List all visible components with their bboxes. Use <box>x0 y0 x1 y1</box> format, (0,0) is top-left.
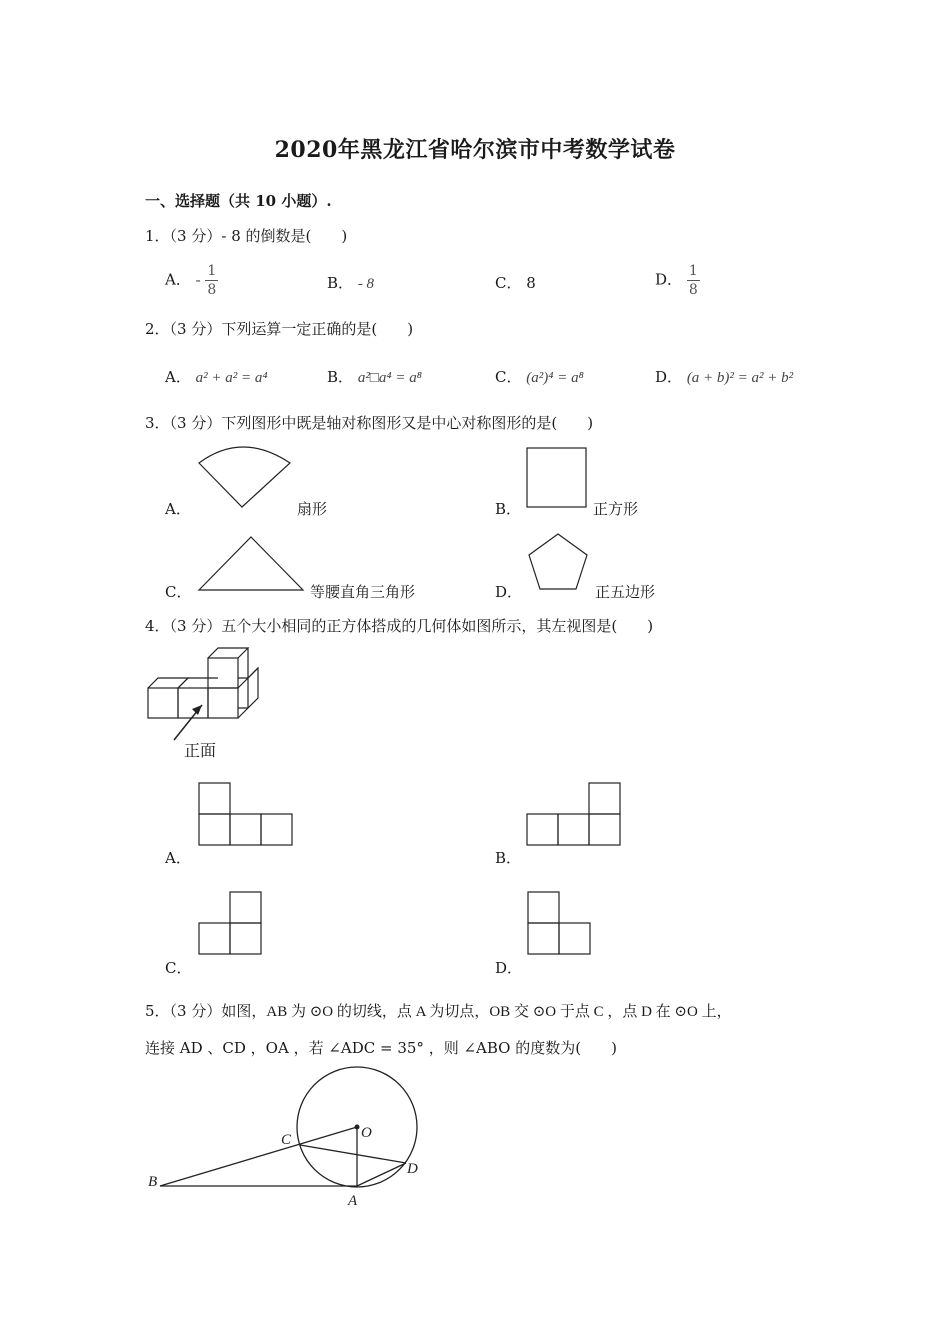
q4-b-view-figure <box>525 780 623 848</box>
q2-option-d <box>655 366 793 387</box>
isosceles-right-triangle-figure <box>197 535 307 593</box>
q1-stem: 1．（3 分）- 8 的倒数是( ) <box>145 227 348 245</box>
sector-figure <box>195 445 295 510</box>
q3-a-label: A． <box>165 500 191 518</box>
q1-b-label: B． <box>327 274 354 292</box>
q1-d-numerator: 1 <box>688 263 698 279</box>
point-d-label: D <box>407 1161 418 1177</box>
front-view-label: 正面 <box>184 741 217 760</box>
q1-option-a <box>165 262 218 299</box>
q3-a-name: 扇形 <box>297 500 328 518</box>
q3-c-name: 等腰直角三角形 <box>310 583 416 601</box>
q4-a-label: A． <box>165 849 191 867</box>
q4-c-label: C． <box>165 959 192 977</box>
q2-b-label: B． <box>327 368 354 386</box>
q5-line1-rest: AB 为 ⊙O 的切线，点 A 为切点，OB 交 ⊙O 于点 C ，点 D 在 ⊙O 上， <box>266 1004 732 1020</box>
point-o-label: O <box>361 1125 372 1141</box>
q2-c-label: C． <box>495 368 522 386</box>
q3-d-label: D． <box>495 583 523 601</box>
q5-line1 <box>145 1000 732 1021</box>
q1-a-sign: - <box>195 272 201 289</box>
q4-d-view-figure <box>526 889 594 957</box>
circle-tangent-figure <box>140 1065 430 1215</box>
section-heading: 一、选择题（共 10 小题）. <box>145 192 332 210</box>
q2-option-b <box>327 366 422 387</box>
q1-a-label: A． <box>165 270 191 289</box>
q1-d-label: D． <box>655 270 683 289</box>
point-a-label: A <box>348 1193 358 1209</box>
q4-b-label: B． <box>495 849 522 867</box>
q5-line1-prefix: 5．（3 分）如图， <box>145 1002 267 1020</box>
q1-d-denominator: 8 <box>688 282 698 298</box>
q1-a-numerator: 1 <box>207 263 217 279</box>
q1-option-c <box>495 272 536 293</box>
point-b-label: B <box>148 1174 158 1190</box>
q3-c-label: C． <box>165 583 192 601</box>
q3-d-name: 正五边形 <box>595 583 656 601</box>
q1-a-denominator: 8 <box>207 282 217 298</box>
q5-line2: 连接 AD 、CD ，OA ，若 ∠ADC = 35° ，则 ∠ABO 的度数为( ) <box>145 1039 617 1057</box>
q1-b-value: - 8 <box>357 276 375 292</box>
q2-stem: 2．（3 分）下列运算一定正确的是( ) <box>145 320 414 338</box>
center-point-o <box>355 1125 360 1130</box>
q3-b-name: 正方形 <box>593 500 639 518</box>
q1-d-fraction <box>687 262 700 299</box>
page-title: 2020年黑龙江省哈尔滨市中考数学试卷 <box>274 137 676 163</box>
q1-a-fraction <box>205 262 218 299</box>
q2-a-label: A． <box>165 368 191 386</box>
q2-a-expr: a² + a² = a⁴ <box>195 370 268 386</box>
q2-d-expr: (a + b)² = a² + b² <box>686 370 794 386</box>
q4-stem: 4．（3 分）五个大小相同的正方体搭成的几何体如图所示，其左视图是( ) <box>145 617 654 635</box>
q2-option-a <box>165 366 268 387</box>
q2-option-c <box>495 366 584 387</box>
q3-b-label: B． <box>495 500 522 518</box>
q2-d-label: D． <box>655 368 683 386</box>
q4-c-view-figure <box>197 889 265 957</box>
q2-c-expr: (a²)⁴ = a⁸ <box>526 370 584 386</box>
regular-pentagon-figure <box>526 531 590 593</box>
q4-d-label: D． <box>495 959 523 977</box>
square-figure <box>525 446 589 510</box>
q2-b-expr: a²□a⁴ = a⁸ <box>357 370 422 386</box>
q3-stem: 3．（3 分）下列图形中既是轴对称图形又是中心对称图形的是( ) <box>145 414 594 432</box>
q1-option-b <box>327 272 374 293</box>
q1-option-d <box>655 262 700 299</box>
q1-c-label: C． <box>495 274 522 292</box>
q1-c-value: 8 <box>526 274 536 292</box>
point-c-label: C <box>281 1132 292 1148</box>
q4-a-view-figure <box>197 780 295 848</box>
